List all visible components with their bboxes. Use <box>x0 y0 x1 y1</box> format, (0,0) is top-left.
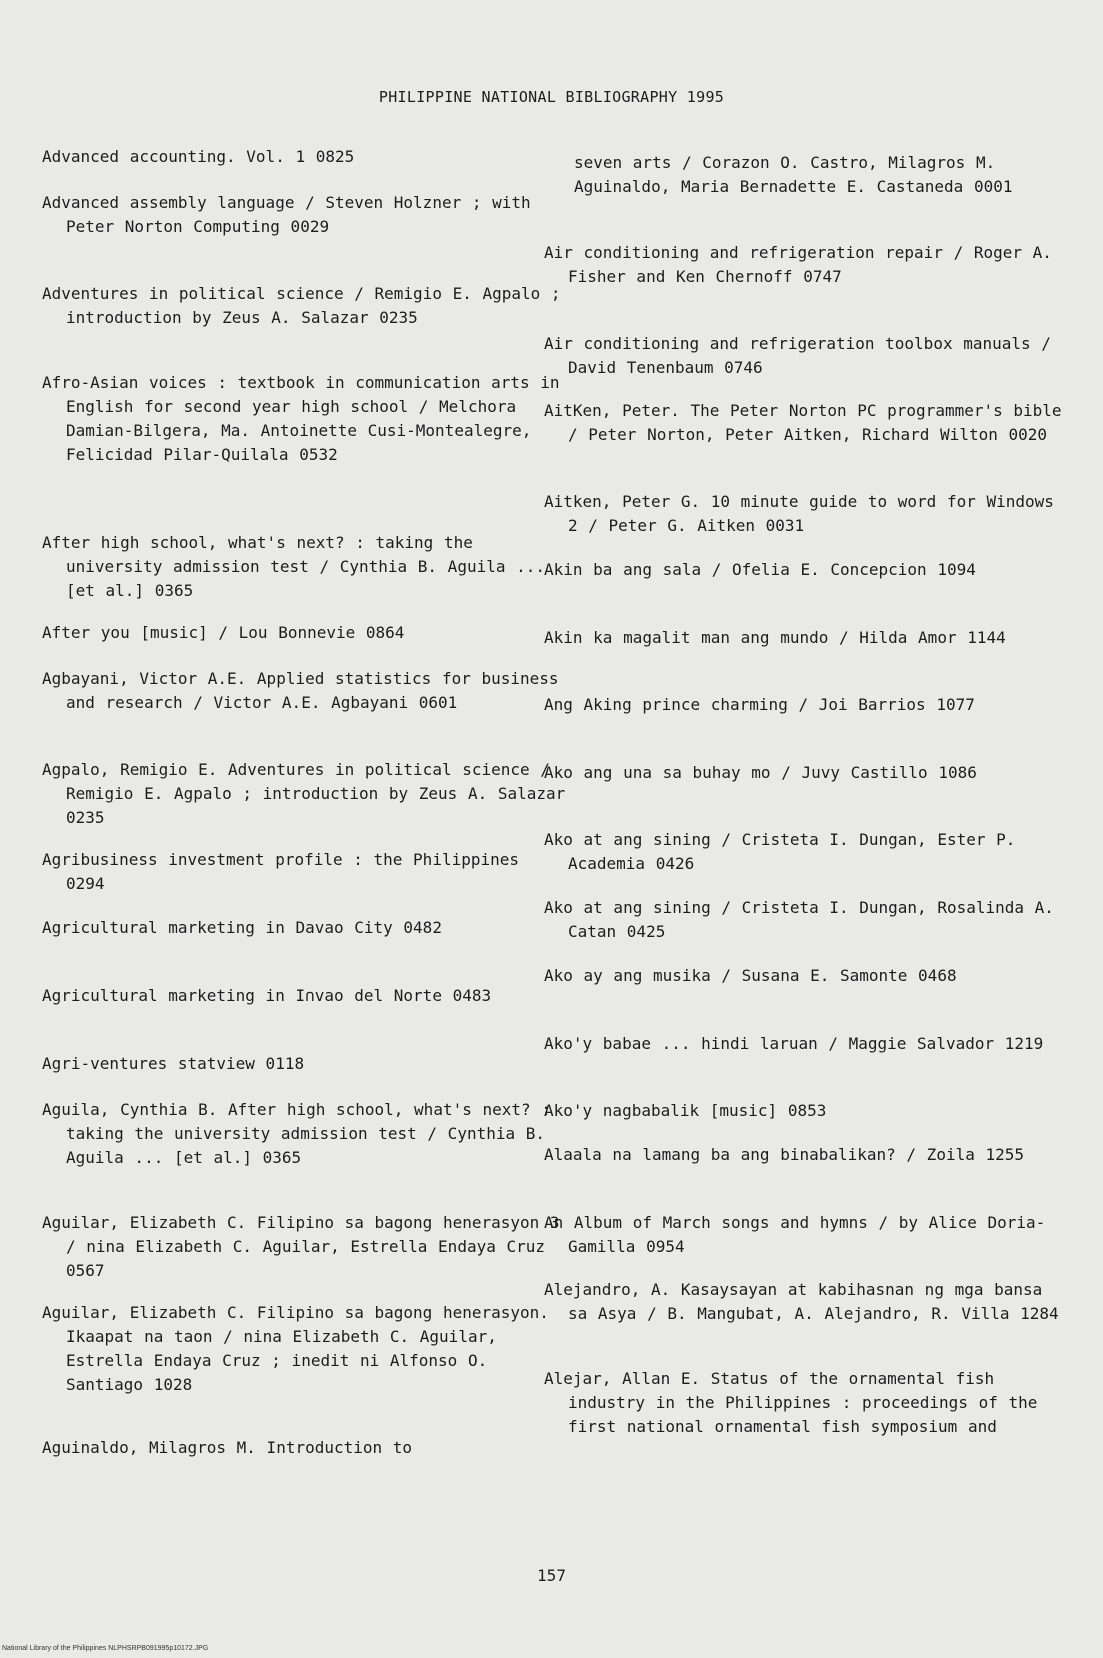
bibliography-entry: After high school, what's next? : taking the university admission test / Cynthia B. Aguila ... [et al.] 0365 <box>42 533 546 600</box>
bibliography-entry: Alaala na lamang ba ang binabalikan? / Zoila 1255 <box>544 1145 1025 1164</box>
bibliography-entry: Aitken, Peter G. 10 minute guide to word for Windows 2 / Peter G. Aitken 0031 <box>544 492 1054 535</box>
bibliography-entry: Air conditioning and refrigeration repair / Roger A. Fisher and Ken Chernoff 0747 <box>544 243 1052 286</box>
bibliography-entry: Ako at ang sining / Cristeta I. Dungan, Rosalinda A. Catan 0425 <box>544 898 1054 941</box>
bibliography-entry: Ako ay ang musika / Susana E. Samonte 0468 <box>544 966 957 985</box>
bibliography-entry: Agricultural marketing in Davao City 0482 <box>42 918 442 937</box>
bibliography-entry: Agribusiness investment profile : the Philippines 0294 <box>42 850 520 893</box>
bibliography-entry: An Album of March songs and hymns / by Alice Doria-Gamilla 0954 <box>544 1213 1046 1256</box>
page-number: 157 <box>537 1566 566 1585</box>
bibliography-entry: Advanced accounting. Vol. 1 0825 <box>42 147 355 166</box>
bibliography-entry: Aguilar, Elizabeth C. Filipino sa bagong henerasyon. Ikaapat na taon / nina Elizabeth C. Aguilar, Estrella Endaya Cruz ; inedit ni Alfonso O. Santiago 1028 <box>42 1303 549 1394</box>
bibliography-entry: After you [music] / Lou Bonnevie 0864 <box>42 623 405 642</box>
bibliography-entry: Aguinaldo, Milagros M. Introduction to <box>42 1438 413 1457</box>
bibliography-entry: Agricultural marketing in I∩vao del Norte 0483 <box>42 986 492 1005</box>
bibliography-entry: Alejar, Allan E. Status of the ornamental fish industry in the Philippines : proceedings of the first national ornamental fish symposium and <box>544 1369 1038 1436</box>
bibliography-entry: Akin ba ang sala / Ofelia E. Concepcion 1094 <box>544 560 976 579</box>
bibliography-entry: Akin ka magalit man ang mundo / Hilda Amor 1144 <box>544 628 1006 647</box>
bibliography-entry: Ang Aking prince charming / Joi Barrios 1077 <box>544 695 975 714</box>
scan-footer: National Library of the Philippines NLPHSRPB091995p10172.JPG <box>2 1645 209 1652</box>
bibliography-entry: Aguilar, Elizabeth C. Filipino sa bagong henerasyon 3 / nina Elizabeth C. Aguilar, Estrella Endaya Cruz 0567 <box>42 1213 560 1280</box>
bibliography-entry: Agpalo, Remigio E. Adventures in political science / Remigio E. Agpalo ; introduction by Zeus A. Salazar 0235 <box>42 760 566 827</box>
bibliography-entry: Air conditioning and refrigeration toolbox manuals / David Tenenbaum 0746 <box>544 334 1051 377</box>
bibliography-entry: Agbayani, Victor A.E. Applied statistics for business and research / Victor A.E. Agbayani 0601 <box>42 669 559 712</box>
bibliography-entry: Ako'y nagbabalik [music] 0853 <box>544 1101 827 1120</box>
bibliography-entry: Aguila, Cynthia B. After high school, what's next? : taking the university admission test / Cynthia B. Aguila ... [et al.] 0365 <box>42 1100 551 1167</box>
bibliography-entry: Afro-Asian voices : textbook in communication arts in English for second year high school / Melchora Damian-Bilgera, Ma. Antoinette Cusi-Montealegre, Felicidad Pilar-Quilala 0532 <box>42 373 560 464</box>
bibliography-entry: Alejandro, A. Kasaysayan at kabihasnan ng mga bansa sa Asya / B. Mangubat, A. Alejandro, R. Villa 1284 <box>544 1280 1059 1323</box>
bibliography-entry: Ako at ang sining / Cristeta I. Dungan, Ester P. Academia 0426 <box>544 830 1016 873</box>
bibliography-entry: AitKen, Peter. The Peter Norton PC programmer's bible / Peter Norton, Peter Aitken, Richard Wilton 0020 <box>544 401 1062 444</box>
page-title: PHILIPPINE NATIONAL BIBLIOGRAPHY 1995 <box>378 88 725 106</box>
bibliography-entry: Ako ang una sa buhay mo / Juvy Castillo 1086 <box>544 763 977 782</box>
bibliography-entry-continued: seven arts / Corazon O. Castro, Milagros M. Aguinaldo, Maria Bernadette E. Castaneda 0001 <box>574 153 1013 196</box>
bibliography-entry: Agri-ventures statview 0118 <box>42 1054 305 1073</box>
bibliography-entry: Adventures in political science / Remigio E. Agpalo ; introduction by Zeus A. Salazar 0235 <box>42 284 561 327</box>
bibliography-entry: Advanced assembly language / Steven Holzner ; with Peter Norton Computing 0029 <box>42 193 531 236</box>
bibliography-entry: Ako'y babae ... hindi laruan / Maggie Salvador 1219 <box>544 1034 1044 1053</box>
